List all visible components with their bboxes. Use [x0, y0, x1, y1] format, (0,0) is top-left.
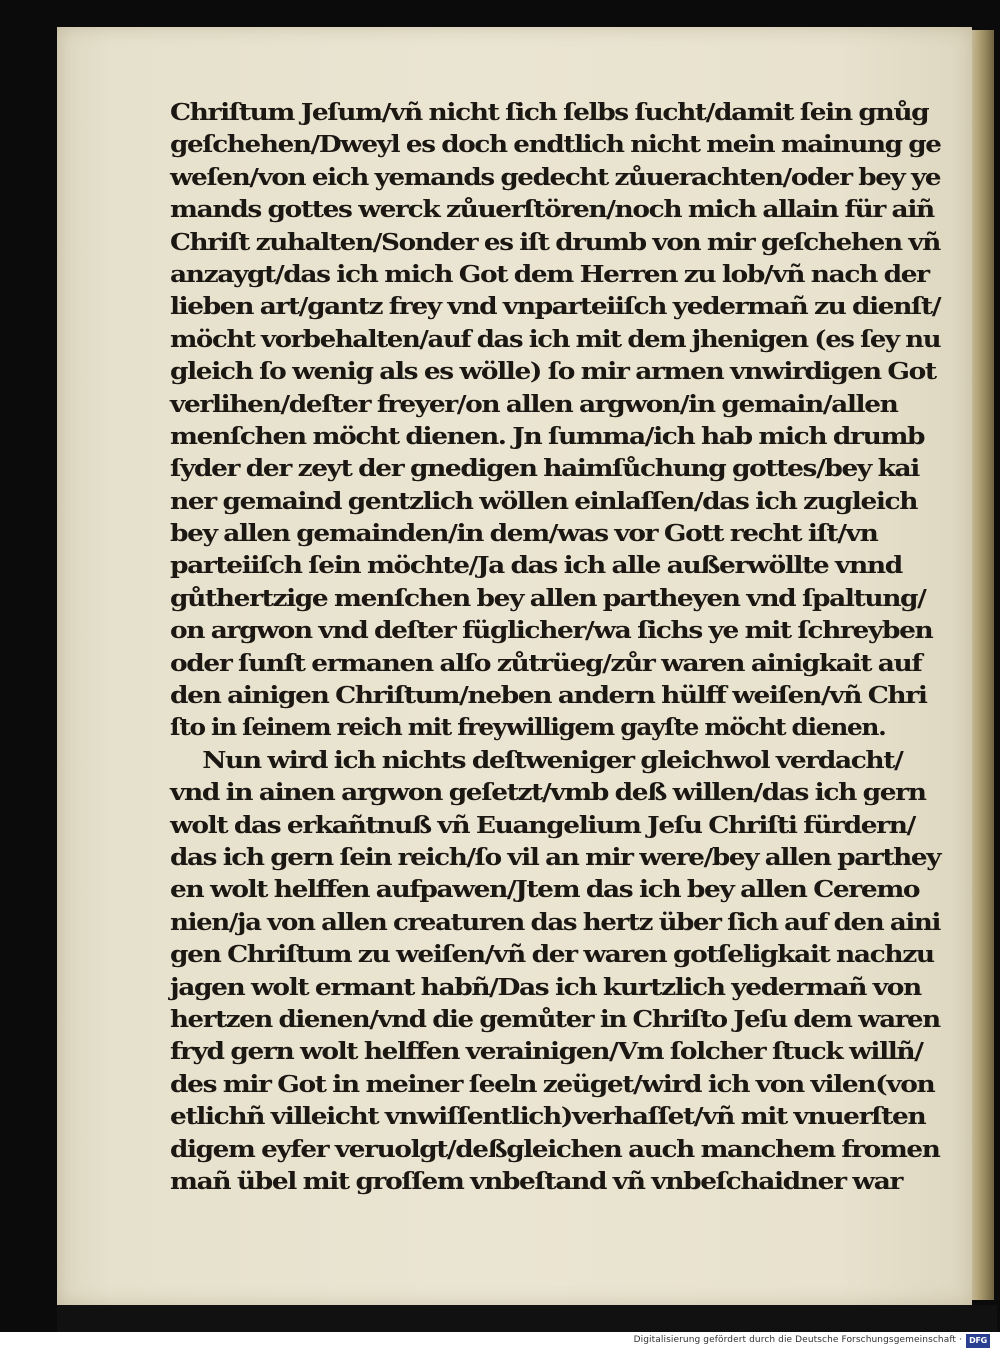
- text-line: möcht vorbehalten/auf das ich mit dem jhenigen (es ſey nu: [170, 325, 941, 353]
- page-text: [170, 97, 940, 1198]
- text-line: on argwon vnd deſter füglicher/wa ſichs ye mit ſchreyben: [170, 617, 933, 645]
- text-line: gleich ſo wenig als es wölle) ſo mir armen vnwirdigen Got: [170, 358, 936, 386]
- text-line: weſen/von eich yemands gedecht zůuerachten/oder bey ye: [170, 163, 941, 191]
- text-line: das ich gern ſein reich/ſo vil an mir were/bey allen parthey: [170, 843, 941, 871]
- text-line: en wolt helffen aufpawen/Jtem das ich bey allen Ceremo: [170, 876, 920, 904]
- text-line: jagen wolt ermant habñ/Das ich kurtzlich yedermañ von: [170, 973, 921, 1001]
- text-line: ſto in ſeinem reich mit freywilligem gayſte möcht dienen.: [170, 714, 886, 742]
- text-line: bey allen gemainden/in dem/was vor Gott recht iſt/vn: [170, 520, 878, 548]
- text-line: vnd in ainen argwon geſetzt/vmb deß willen/das ich gern: [170, 779, 926, 807]
- text-line: mands gottes werck zůuerſtören/noch mich allain für aiñ: [170, 196, 934, 224]
- text-line: Nun wird ich nichts deſtweniger gleichwol verdacht/: [202, 746, 903, 774]
- text-line: nien/ja von allen creaturen das hertz über ſich auf den aini: [170, 908, 941, 936]
- text-line: Chriſt zuhalten/Sonder es iſt drumb von mir geſchehen vñ: [170, 228, 940, 256]
- text-line: parteiiſch ſein möchte/Ja das ich alle außerwöllte vnnd: [170, 552, 902, 580]
- text-line: ner gemaind gentzlich wöllen einlaſſen/das ich zugleich: [170, 487, 918, 515]
- text-line: mañ übel mit groſſem vnbeſtand vñ vnbeſchaidner war: [170, 1167, 903, 1195]
- text-line: fryd gern wolt helffen verainigen/Vm ſolcher ſtuck willñ/: [170, 1038, 923, 1066]
- text-line: den ainigen Chriſtum/neben andern hülff weiſen/vñ Chri: [170, 682, 927, 710]
- text-line: geſchehen/Dweyl es doch endtlich nicht mein mainung ge: [170, 131, 941, 159]
- text-line: ſyder der zeyt der gnedigen haimſůchung gottes/bey kai: [170, 455, 919, 483]
- text-line: menſchen möcht dienen. Jn ſumma/ich hab mich drumb: [170, 422, 925, 450]
- text-line: des mir Got in meiner ſeeln zeüget/wird ich von vilen(von: [170, 1070, 935, 1098]
- footer-bar: [0, 1332, 1000, 1352]
- text-line: etlichñ villeicht vnwiſſentlich)verhaſſet/vñ mit vnuerſten: [170, 1103, 926, 1131]
- text-line: verlihen/deſter freyer/on allen argwon/in gemain/allen: [170, 390, 898, 418]
- funding-credit: Digitalisierung gefördert durch die Deutsche Forschungsgemeinschaft ·: [633, 1335, 962, 1345]
- text-line: gůthertzige menſchen bey allen partheyen vnd ſpaltung/: [170, 584, 926, 612]
- dfg-logo: DFG: [966, 1334, 990, 1348]
- text-line: hertzen dienen/vnd die gemůter in Chriſto Jeſu dem waren: [170, 1005, 940, 1033]
- text-line: Chriſtum Jeſum/vñ nicht ſich ſelbs ſucht/damit ſein gnůg: [170, 99, 929, 126]
- text-line: lieben art/gantz frey vnd vnparteiiſch yedermañ zu dienſt/: [170, 293, 941, 321]
- bottom-shadow: [57, 1305, 997, 1332]
- text-line: gen Chriſtum zu weiſen/vñ der waren gotſeligkait nachzu: [170, 941, 934, 969]
- text-line: oder ſunſt ermanen alſo zůtrüeg/zůr waren ainigkait auf: [170, 649, 922, 677]
- text-line: digem eyfer veruolgt/deßgleichen auch manchem fromen: [170, 1135, 940, 1163]
- text-line: wolt das erkañtnuß vñ Euangelium Jeſu Chriſti fürdern/: [170, 811, 915, 839]
- text-line: anzaygt/das ich mich Got dem Herren zu lob/vñ nach der: [170, 260, 929, 288]
